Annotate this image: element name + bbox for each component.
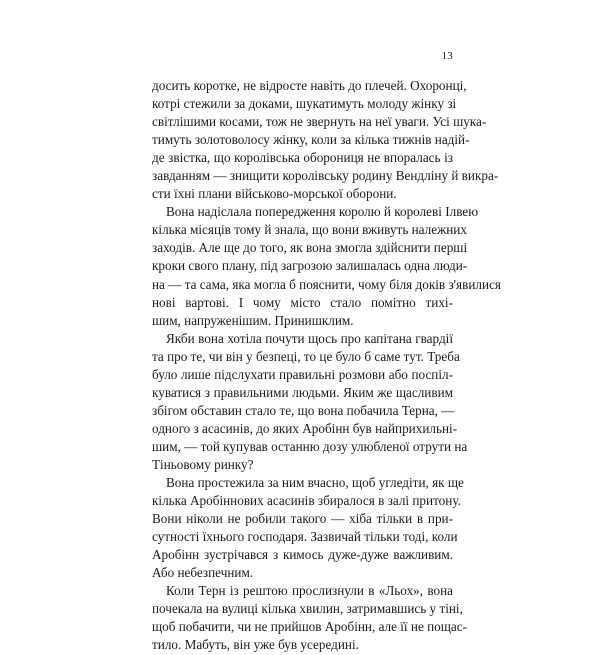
text-line: шим, напруженішим. Принишклим. [152, 312, 354, 328]
page-number: 13 [441, 50, 453, 62]
text-line: нові вартові. І чому місто стало помітно тихі- [152, 294, 453, 310]
text-line: Тіньовому ринку? [152, 456, 254, 472]
text-line: Вона простежила за ним вчасно, щоб угледіти, як ще [166, 475, 464, 491]
text-line: заходів. Але ще до того, як вона змогла здійснити перші [152, 240, 468, 256]
text-line: світлішими косами, тож не звернуть на неї уваги. Усі шука- [152, 114, 487, 130]
text-line: завданням — знищити королівську родину Вендліну й викра- [152, 168, 499, 184]
text-line: Вони ніколи не робили такого — хіба тільки в при- [152, 511, 453, 527]
text-line: Коли Терн із рештою прослизнули в «Льох», вона [166, 583, 453, 599]
text-line: та про те, чи він у безпеці, то це було б саме тут. Треба [152, 348, 460, 364]
text-line: було лише підслухати правильні розмови або поспіл- [152, 366, 453, 382]
text-line: тимуть золотоволосу жінку, коли за кілька тижнів надій- [152, 132, 470, 148]
text-line: одного з асасинів, до яких Аробінн був найприхильні- [152, 420, 458, 436]
text-line: кілька місяців тому й знала, що вони вживуть належних [152, 222, 467, 238]
text-line: Аробінн зустрічався з кимось дуже-дуже важливим. [152, 547, 453, 563]
text-line: кроки свого плану, під загрозою залишалась одна люди- [152, 258, 468, 274]
paragraph-3 [152, 330, 468, 474]
text-line: Вона надіслала попередження королю й королеві Ілвею [166, 204, 479, 220]
text-line: Якби вона хотіла почути щось про капітана гвардії [166, 330, 453, 346]
text-line: котрі стежили за доками, шукатимуть молоду жінку зі [152, 96, 457, 112]
text-line: шим, — той купував останню дозу улюбленої отрути на [152, 438, 468, 454]
text-line: почекала на вулиці кілька хвилин, затримавшись у тіні, [152, 601, 463, 617]
text-line: збігом обставин стало те, що вона побачила Терна, — [152, 402, 455, 418]
text-line: сти їхні плани військово-морської оборони. [152, 186, 397, 202]
paragraph-1 [152, 77, 499, 203]
paragraph-2 [152, 203, 501, 329]
body-text [152, 77, 501, 655]
text-line: досить коротке, не відросте навіть до плечей. Охоронці, [152, 78, 467, 93]
text-line: Або небезпечним. [152, 565, 254, 581]
paragraph-5 [152, 582, 468, 654]
text-line: сутності їхнього господаря. Зазвичай тільки тоді, коли [152, 529, 458, 545]
paragraph-4 [152, 474, 464, 582]
text-line: на — та сама, яка могла б пояснити, чому біля доків з'явилися [152, 276, 501, 292]
text-line: тило. Мабуть, він уже був усередині. [152, 637, 359, 653]
text-line: куватися з правильними людьми. Яким же щасливим [152, 384, 453, 400]
text-line: щоб побачити, чи не прийшов Аробінн, але її не пощас- [152, 619, 468, 635]
text-line: кілька Аробіннових асасинів збиралося в залі притону. [152, 493, 461, 509]
text-line: де звістка, що королівська оборониця не впоралась із [152, 150, 453, 166]
